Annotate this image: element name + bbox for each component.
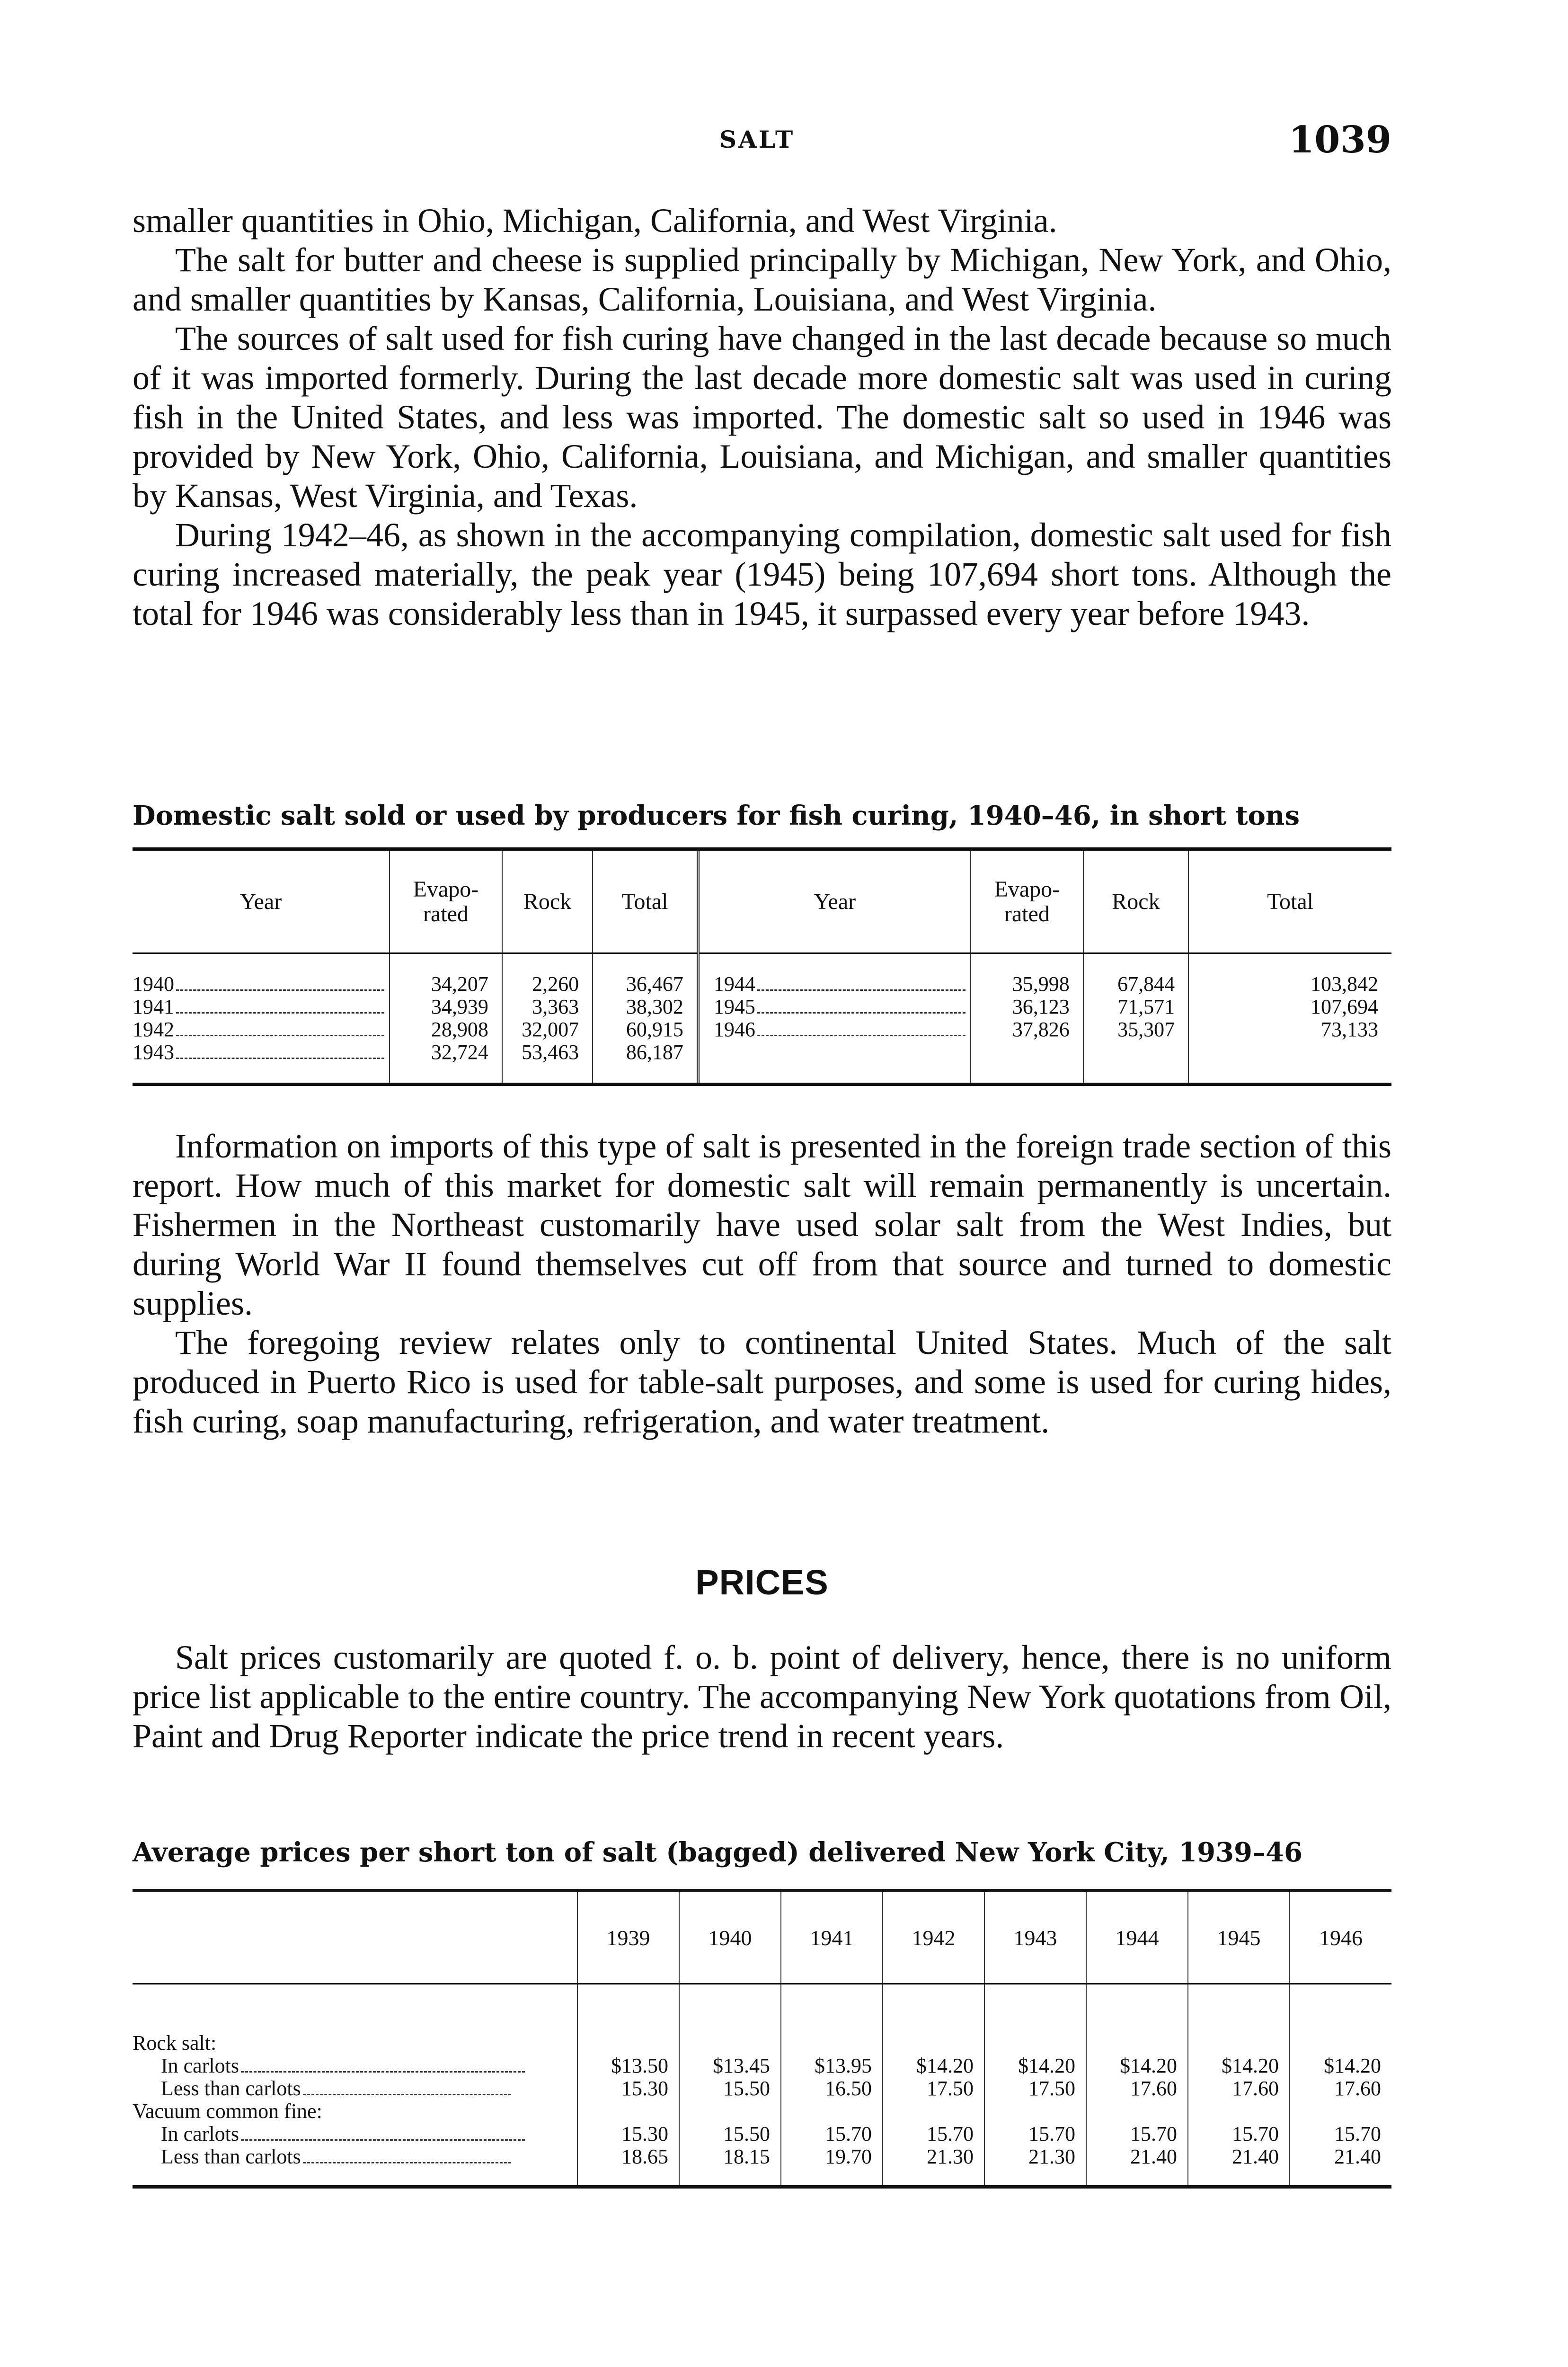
year-cell: 1946 bbox=[698, 1018, 971, 1041]
price-cell: 21.30 bbox=[984, 2145, 1086, 2187]
col-year: 1944 bbox=[1086, 1891, 1188, 1984]
paragraph: The sources of salt used for fish curing have changed in the last decade because so much of it was imported formerly. During the last decade more domestic salt was used in curing fish in the United States, and less was imported. The domestic salt so used in 1946 was provided by New York, Ohio, California, Louisiana, and Michigan, and smaller quantities by Kansas, West Virginia, and Texas. bbox=[133, 320, 1391, 515]
total-cell: 38,302 bbox=[593, 996, 698, 1018]
table-row bbox=[133, 2055, 1391, 2077]
col-year: 1942 bbox=[883, 1891, 984, 1984]
price-cell: 15.70 bbox=[1290, 2123, 1391, 2145]
evaporated-cell: 36,123 bbox=[971, 996, 1083, 1018]
col-year: Year bbox=[133, 849, 390, 953]
price-cell: 21.40 bbox=[1188, 2145, 1290, 2187]
prices-text bbox=[133, 1638, 1391, 1756]
rock-cell: 71,571 bbox=[1083, 996, 1188, 1018]
price-cell: 19.70 bbox=[781, 2145, 883, 2187]
paragraph: Information on imports of this type of salt is presented in the foreign trade section of this report. How much of this market for domestic salt will remain permanently is uncertain. Fishermen in the Northeast customarily have used solar salt from the West Indies, but during World War II found themselves cut off from that source and turned to domestic supplies. bbox=[133, 1127, 1391, 1322]
evaporated-cell: 34,207 bbox=[390, 953, 502, 996]
paragraph: The salt for butter and cheese is supplied principally by Michigan, New York, and Ohio, and smaller quantities by Kansas, California, Louisiana, and West Virginia. bbox=[133, 241, 1391, 318]
running-head bbox=[133, 118, 1391, 161]
prices-heading: PRICES bbox=[695, 1563, 829, 1602]
col-rock: Rock bbox=[502, 849, 593, 953]
paragraph: smaller quantities in Ohio, Michigan, California, and West Virginia. bbox=[133, 202, 1057, 240]
price-cell: 17.50 bbox=[883, 2077, 984, 2100]
year-cell: 1942 bbox=[133, 1018, 390, 1041]
rock-cell: 2,260 bbox=[502, 953, 593, 996]
year-cell: 1940 bbox=[133, 953, 390, 996]
total-cell: 60,915 bbox=[593, 1018, 698, 1041]
intro-text bbox=[133, 201, 1391, 633]
rock-cell: 32,007 bbox=[502, 1018, 593, 1041]
price-cell: 15.50 bbox=[679, 2077, 781, 2100]
table-row bbox=[133, 2123, 1391, 2145]
price-cell: $14.20 bbox=[1086, 2055, 1188, 2077]
col-year: Year bbox=[698, 849, 971, 953]
total-cell: 107,694 bbox=[1188, 996, 1391, 1018]
table-header-row bbox=[133, 1891, 1391, 1984]
table-header-row bbox=[133, 849, 1391, 953]
price-table-caption: Average prices per short ton of salt (bagged) delivered New York City, 1939–46 bbox=[133, 1837, 1302, 1868]
col-label bbox=[133, 1891, 577, 1984]
page-number: 1039 bbox=[1288, 118, 1391, 161]
evaporated-cell: 37,826 bbox=[971, 1018, 1083, 1041]
empty-cell bbox=[1083, 1041, 1188, 1085]
col-year: 1939 bbox=[577, 1891, 679, 1984]
paragraph: During 1942–46, as shown in the accompanying compilation, domestic salt used for fish curing increased materially, the peak year (1945) being 107,694 short tons. Although the total for 1946 was considerably less than in 1945, it surpassed every year before 1943. bbox=[133, 516, 1391, 632]
price-cell: $14.20 bbox=[1188, 2055, 1290, 2077]
col-rock: Rock bbox=[1083, 849, 1188, 953]
evaporated-cell: 28,908 bbox=[390, 1018, 502, 1041]
table-row bbox=[133, 1041, 1391, 1085]
col-year: 1946 bbox=[1290, 1891, 1391, 1984]
evaporated-cell: 34,939 bbox=[390, 996, 502, 1018]
price-cell: 21.40 bbox=[1086, 2145, 1188, 2187]
year-cell: 1941 bbox=[133, 996, 390, 1018]
rock-cell: 67,844 bbox=[1083, 953, 1188, 996]
price-cell: 15.70 bbox=[1086, 2123, 1188, 2145]
group-label: Rock salt: bbox=[133, 2031, 217, 2055]
price-cell: 15.70 bbox=[883, 2123, 984, 2145]
table-group-row bbox=[133, 1984, 1391, 2055]
total-cell: 86,187 bbox=[593, 1041, 698, 1085]
price-cell: $13.45 bbox=[679, 2055, 781, 2077]
price-cell: 21.40 bbox=[1290, 2145, 1391, 2187]
evaporated-cell: 32,724 bbox=[390, 1041, 502, 1085]
price-cell: $13.95 bbox=[781, 2055, 883, 2077]
empty-cell bbox=[698, 1041, 971, 1085]
col-total: Total bbox=[593, 849, 698, 953]
total-cell: 103,842 bbox=[1188, 953, 1391, 996]
price-cell: 15.30 bbox=[577, 2077, 679, 2100]
price-cell: $14.20 bbox=[1290, 2055, 1391, 2077]
price-cell: 18.15 bbox=[679, 2145, 781, 2187]
price-cell: 15.70 bbox=[1188, 2123, 1290, 2145]
price-cell: 21.30 bbox=[883, 2145, 984, 2187]
evaporated-cell: 35,998 bbox=[971, 953, 1083, 996]
running-title: SALT bbox=[719, 125, 795, 153]
col-year: 1941 bbox=[781, 1891, 883, 1984]
rock-cell: 53,463 bbox=[502, 1041, 593, 1085]
price-cell: 17.60 bbox=[1188, 2077, 1290, 2100]
price-cell: 15.50 bbox=[679, 2123, 781, 2145]
middle-text bbox=[133, 1127, 1391, 1441]
year-cell: 1945 bbox=[698, 996, 971, 1018]
paragraph: Salt prices customarily are quoted f. o. b. point of delivery, hence, there is no uniform price list applicable to the entire country. The accompanying New York quotations from Oil, Paint and Drug Reporter indicate the price trend in recent years. bbox=[133, 1638, 1391, 1755]
price-cell: 18.65 bbox=[577, 2145, 679, 2187]
price-cell: 15.30 bbox=[577, 2123, 679, 2145]
year-cell: 1944 bbox=[698, 953, 971, 996]
table-row bbox=[133, 2077, 1391, 2100]
table-row bbox=[133, 2145, 1391, 2187]
group-label: Vacuum common fine: bbox=[133, 2100, 322, 2123]
col-evaporated: Evapo-rated bbox=[390, 849, 502, 953]
price-cell: 16.50 bbox=[781, 2077, 883, 2100]
col-year: 1943 bbox=[984, 1891, 1086, 1984]
table-row bbox=[133, 996, 1391, 1018]
price-cell: $14.20 bbox=[883, 2055, 984, 2077]
paragraph: The foregoing review relates only to continental United States. Much of the salt produced in Puerto Rico is used for table-salt purposes, and some is used for curing hides, fish curing, soap manufacturing, refrigeration, and water treatment. bbox=[133, 1324, 1391, 1440]
table-row bbox=[133, 953, 1391, 996]
price-cell: $13.50 bbox=[577, 2055, 679, 2077]
empty-cell bbox=[971, 1041, 1083, 1085]
price-cell: 17.60 bbox=[1290, 2077, 1391, 2100]
col-total: Total bbox=[1188, 849, 1391, 953]
fish-table-caption: Domestic salt sold or used by producers for fish curing, 1940–46, in short tons bbox=[133, 800, 1300, 831]
price-cell: 17.50 bbox=[984, 2077, 1086, 2100]
price-cell: 15.70 bbox=[984, 2123, 1086, 2145]
col-evaporated: Evapo-rated bbox=[971, 849, 1083, 953]
rock-cell: 35,307 bbox=[1083, 1018, 1188, 1041]
fish-curing-table bbox=[133, 847, 1391, 1086]
col-year: 1945 bbox=[1188, 1891, 1290, 1984]
row-label: In carlots bbox=[133, 2123, 577, 2145]
rock-cell: 3,363 bbox=[502, 996, 593, 1018]
price-cell: 17.60 bbox=[1086, 2077, 1188, 2100]
empty-cell bbox=[1188, 1041, 1391, 1085]
row-label: In carlots bbox=[133, 2055, 577, 2077]
col-year: 1940 bbox=[679, 1891, 781, 1984]
row-label: Less than carlots bbox=[133, 2077, 577, 2100]
total-cell: 73,133 bbox=[1188, 1018, 1391, 1041]
total-cell: 36,467 bbox=[593, 953, 698, 996]
price-cell: 15.70 bbox=[781, 2123, 883, 2145]
price-table bbox=[133, 1889, 1391, 2189]
table-row bbox=[133, 1018, 1391, 1041]
year-cell: 1943 bbox=[133, 1041, 390, 1085]
price-cell: $14.20 bbox=[984, 2055, 1086, 2077]
row-label: Less than carlots bbox=[133, 2145, 577, 2187]
table-group-row bbox=[133, 2100, 1391, 2123]
